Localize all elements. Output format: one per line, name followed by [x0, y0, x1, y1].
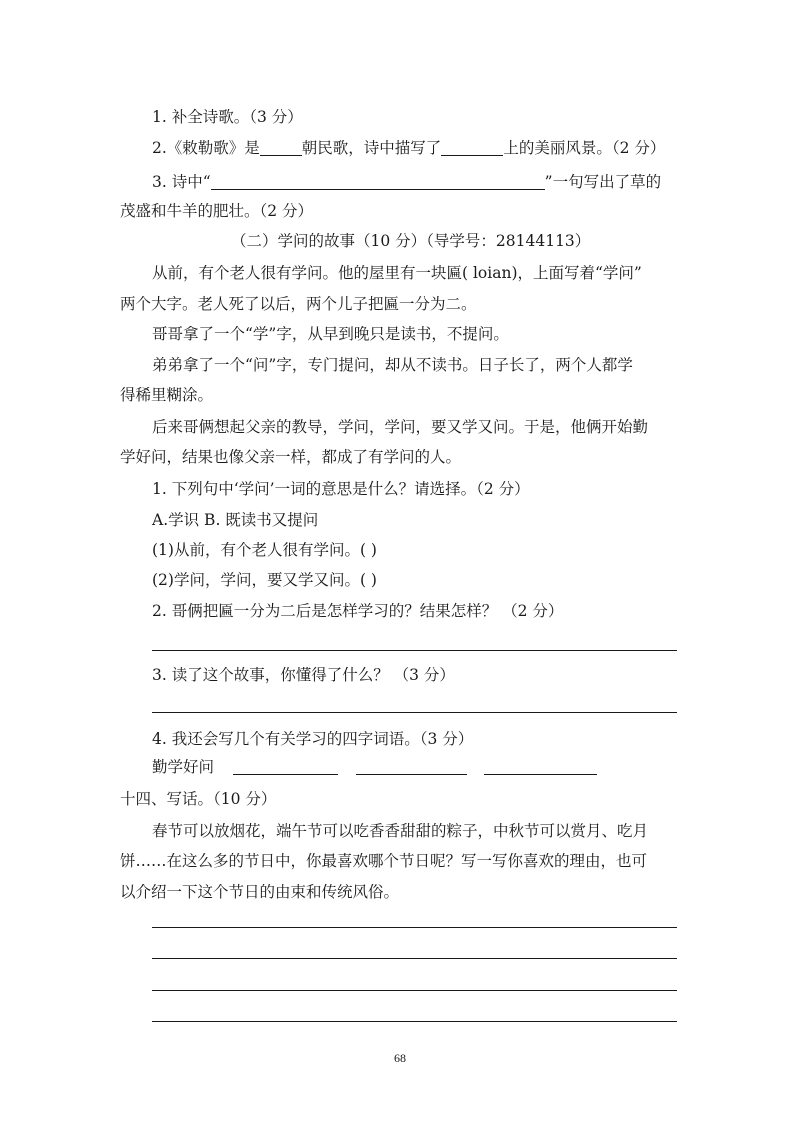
passage-p4-line1: 后来哥俩想起父亲的教导，学问，学问，要又学又问。于是，他俩开始勤: [152, 418, 649, 436]
reading-question-1-options: A.学识 B. 既读书又提问: [152, 511, 319, 529]
writing-line-2[interactable]: [152, 958, 677, 959]
reading-question-4-example: 勤学好问: [152, 758, 215, 776]
answer-blank-dynasty[interactable]: [260, 140, 302, 156]
reading-question-1-item-2[interactable]: (2)学问，学问，要又学又问。( ): [152, 571, 377, 589]
poem-q2-text-c: 上的美丽风景。（2 分）: [503, 139, 666, 157]
passage-p3-line1: 弟弟拿了一个“问”字，专门提问，却从不读书。日子长了，两个人都学: [152, 356, 633, 374]
reading-question-4: 4. 我还会写几个有关学习的四字词语。（3 分）: [152, 730, 474, 748]
poem-question-3: [152, 174, 661, 191]
writing-prompt-line3: 以介绍一下这个节日的由束和传统风俗。: [120, 883, 400, 901]
answer-blank-place[interactable]: [441, 140, 503, 156]
passage-p1-line1: 从前，有个老人很有学问。他的屋里有一块匾( loian)，上面写着“学问”: [152, 264, 642, 282]
writing-line-4[interactable]: [152, 1021, 677, 1022]
poem-question-2: [152, 140, 665, 157]
poem-q2-text-a: 2.《敕勒歌》是: [152, 139, 260, 157]
writing-heading: 十四、写话。（10 分）: [120, 790, 277, 808]
passage-p3-line2: 得稀里糊涂。: [120, 386, 214, 404]
answer-blank-idiom-1[interactable]: [233, 774, 338, 775]
writing-prompt-line2: 饼……在这么多的节日中，你最喜欢哪个节日呢？写一写你喜欢的理由，也可: [120, 852, 648, 870]
reading-heading: （二）学问的故事（10 分）（导学号：28144113）: [231, 232, 591, 250]
poem-q3-suffix: ”一句写出了草的: [544, 173, 662, 191]
writing-line-3[interactable]: [152, 990, 677, 991]
reading-question-1-item-1[interactable]: (1)从前，有个老人很有学问。( ): [152, 541, 377, 559]
poem-q3-prefix: 3. 诗中“: [152, 173, 211, 191]
passage-p1-line2: 两个大字。老人死了以后，两个儿子把匾一分为二。: [120, 295, 477, 313]
writing-prompt-line1: 春节可以放烟花，端午节可以吃香香甜甜的粽子，中秋节可以赏月、吃月: [152, 822, 649, 840]
poem-q2-text-b: 朝民歌，诗中描写了: [301, 139, 442, 157]
passage-p2: 哥哥拿了一个“学”字，从早到晚只是读书，不提问。: [152, 325, 509, 343]
answer-blank-verse[interactable]: [211, 174, 545, 190]
poem-question-3-continued: 茂盛和牛羊的肥壮。（2 分）: [120, 202, 314, 220]
answer-blank-idiom-3[interactable]: [484, 774, 597, 775]
page-number: 68: [394, 1051, 406, 1065]
answer-blank-idiom-2[interactable]: [356, 774, 467, 775]
answer-line-q3[interactable]: [152, 712, 677, 713]
writing-line-1[interactable]: [152, 927, 677, 928]
poem-question-1: 1. 补全诗歌。（3 分）: [152, 108, 303, 126]
reading-question-1: 1. 下列句中‘学问’一词的意思是什么？请选择。（2 分）: [152, 480, 530, 498]
answer-line-q2[interactable]: [152, 650, 677, 651]
reading-question-2: 2. 哥俩把匾一分为二后是怎样学习的？结果怎样？ （2 分）: [152, 602, 564, 620]
passage-p4-line2: 学好问，结果也像父亲一样，都成了有学问的人。: [120, 448, 462, 466]
reading-question-3: 3. 读了这个故事，你懂得了什么？ （3 分）: [152, 666, 455, 684]
